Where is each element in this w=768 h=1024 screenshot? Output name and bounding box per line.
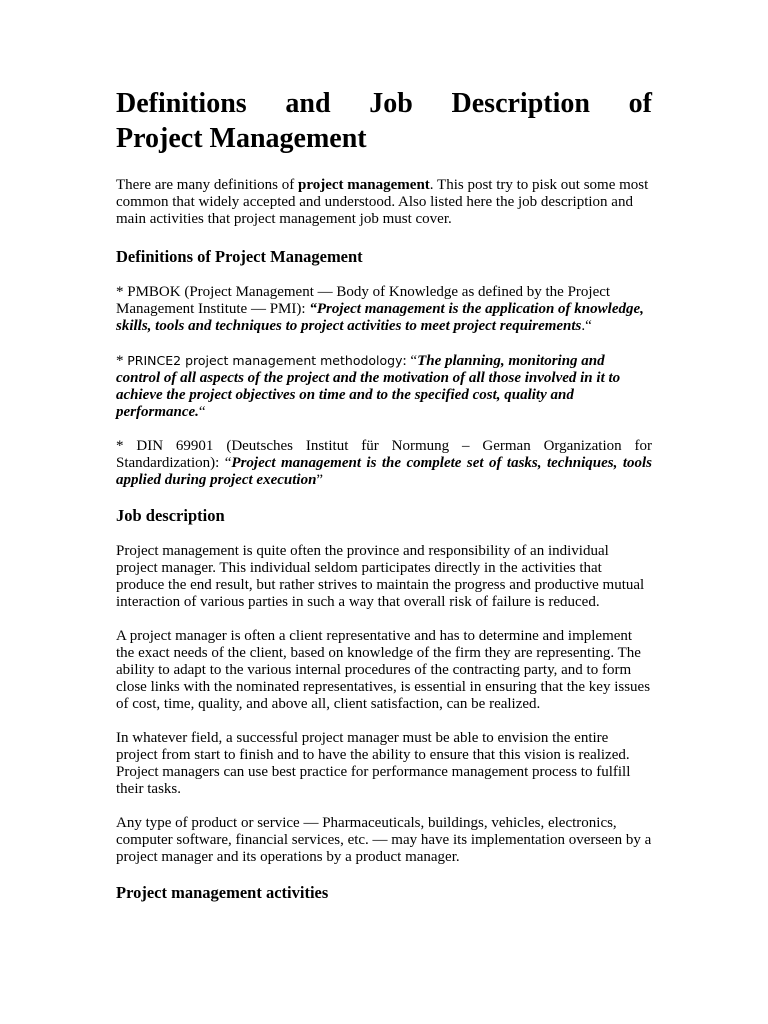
page-title-line-1: Definitions and Job Description of xyxy=(116,88,652,119)
definition-din-source: * DIN 69901 (Deutsches Institut für Normung – German Organization for Standardization): “ xyxy=(116,438,652,471)
definition-din-end: ” xyxy=(316,472,324,488)
intro-paragraph xyxy=(116,177,652,228)
definition-din xyxy=(116,438,652,489)
document-page xyxy=(116,86,652,903)
job-paragraph-2: A project manager is often a client representative and has to determine and implement the exact needs of the client, based on knowledge of the firm they are representing. The ability to adapt to the various internal procedures of the contracting party, and to form close links with the nominated representatives, is essential in ensuring that the key issues of cost, time, quality, and above all, client satisfaction, can be realized. xyxy=(116,628,651,712)
job-paragraph-4: Any type of product or service — Pharmaceuticals, buildings, vehicles, electronics, computer software, financial services, etc. — may have its implementation overseen by a project manager and its operations by a product manager. xyxy=(116,815,652,865)
definition-pmbok xyxy=(116,284,652,335)
page-title-line-2: Project Management xyxy=(116,123,367,154)
job-paragraph-1: Project management is quite often the province and responsibility of an individual project manager. This individual seldom participates directly in the activities that produce the end result, but rather strives to maintain the progress and productive mutual interaction of various parties in such a way that overall risk of failure is reduced. xyxy=(116,543,645,610)
definition-pmbok-source: * PMBOK (Project Management — Body of Knowledge as defined by the Project Management Institute — PMI): xyxy=(116,284,611,317)
intro-text-pre: There are many definitions of xyxy=(116,177,299,193)
definition-prince2-colon: : “ xyxy=(402,353,418,369)
definition-din-quote: Project management is the complete set of tasks, techniques, tools applied during project execution xyxy=(116,455,652,488)
intro-text-post: . This post try to pisk out some most common that widely accepted and understood. Also listed here the job description and main activities that project management job must cover. xyxy=(116,177,649,227)
definition-prince2-source: PRINCE2 project management methodology xyxy=(127,353,403,368)
definitions-heading: Definitions of Project Management xyxy=(116,247,363,266)
definition-prince2-star: * xyxy=(116,353,128,369)
activities-heading: Project management activities xyxy=(116,883,329,902)
intro-bold-term: project management xyxy=(298,177,430,193)
definition-prince2-end: “ xyxy=(198,404,206,420)
definition-pmbok-end: .“ xyxy=(581,318,592,334)
page-title xyxy=(116,86,652,156)
job-paragraph-3: In whatever field, a successful project manager must be able to envision the entire project from start to finish and to have the ability to ensure that this vision is realized. Project managers can use best practice for performance management process to fulfill their tasks. xyxy=(116,730,631,797)
definition-prince2-quote: The planning, monitoring and control of all aspects of the project and the motivation of all those involved in it to achieve the project objectives on time and to the specified cost, quality and performance. xyxy=(116,353,621,420)
definition-prince2 xyxy=(116,352,652,421)
job-description-heading: Job description xyxy=(116,506,225,525)
definition-pmbok-quote: “Project management is the application of knowledge, skills, tools and techniques to project activities to meet project requirements xyxy=(116,301,644,334)
